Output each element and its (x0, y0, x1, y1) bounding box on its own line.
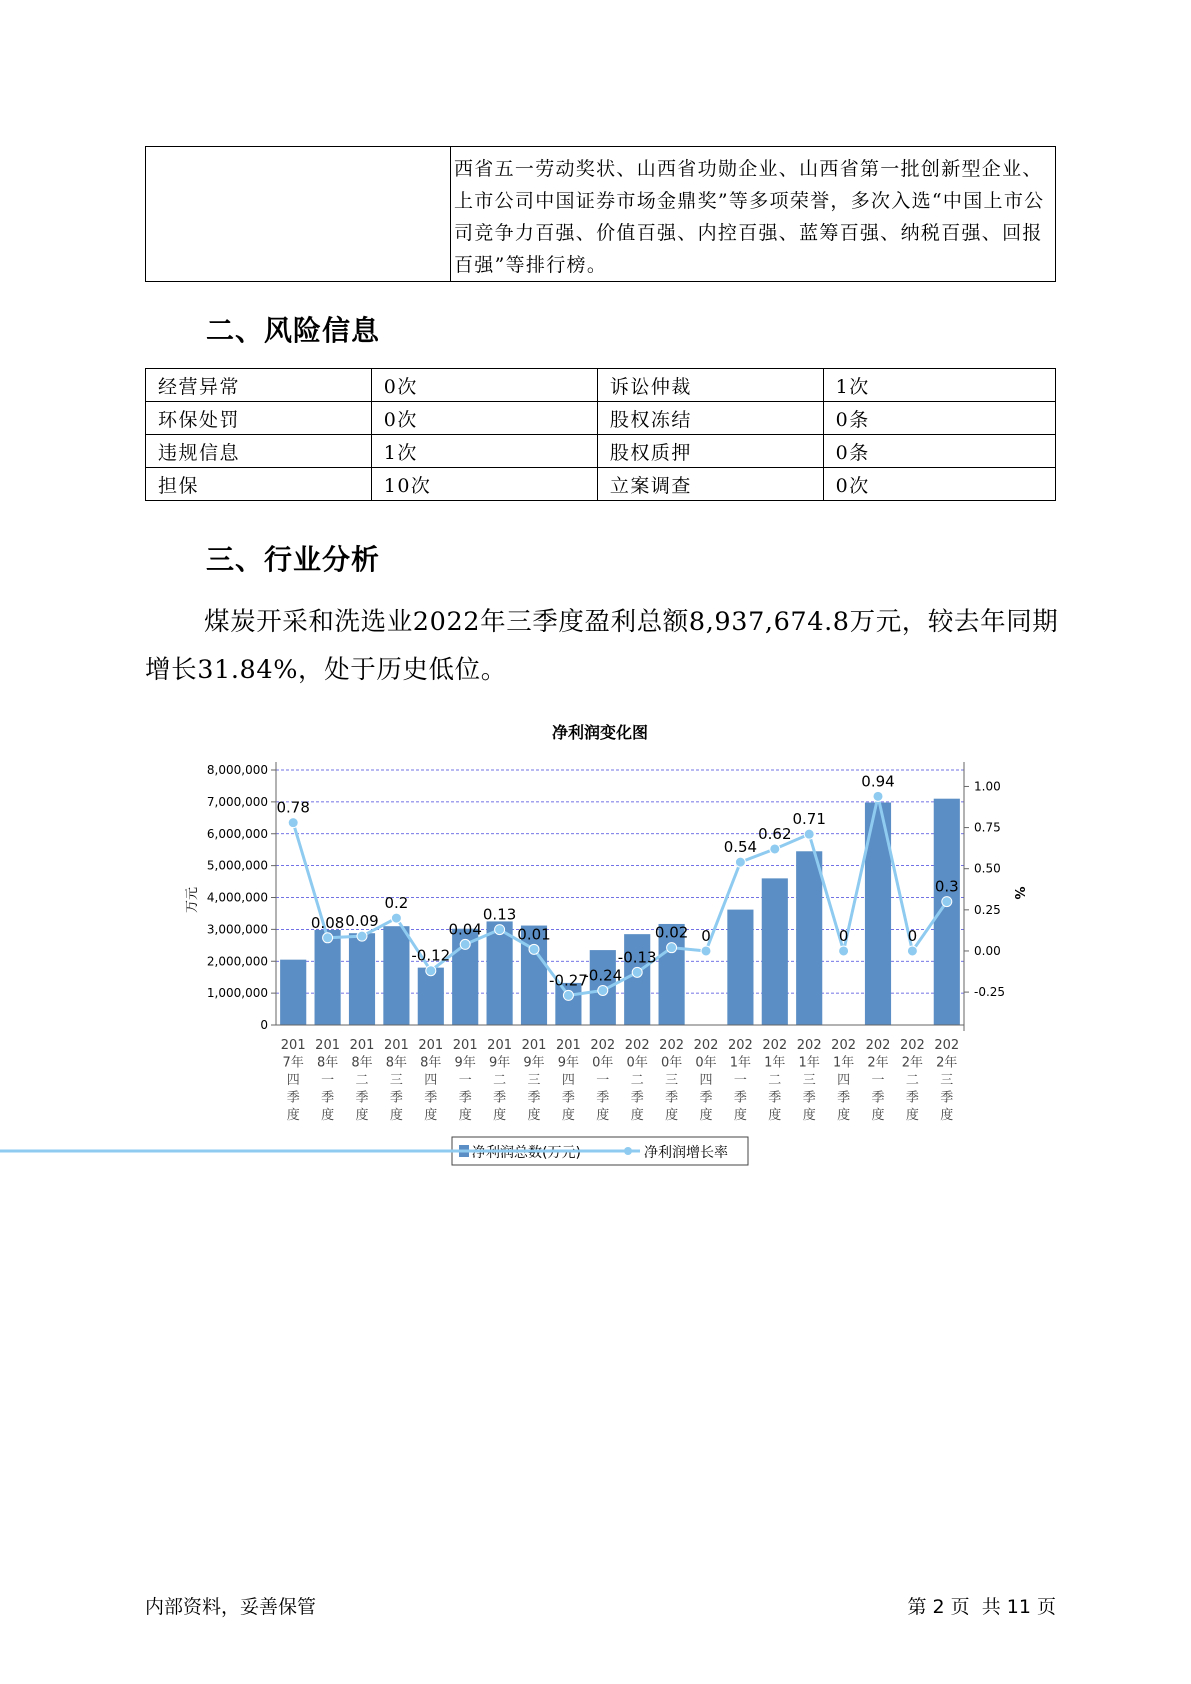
growth-point-19 (942, 897, 952, 907)
bar-0 (280, 960, 306, 1025)
growth-data-label: 0.54 (723, 838, 758, 857)
x-tick-label: 季 (802, 1090, 816, 1106)
risk-label: 股权冻结 (597, 402, 823, 435)
x-tick-label: 季 (561, 1090, 575, 1106)
y2-axis-label: % (1011, 886, 1026, 900)
growth-data-label: 0.71 (792, 810, 826, 829)
x-tick-label: 202 (831, 1038, 857, 1053)
risk-label: 诉讼仲裁 (597, 369, 823, 402)
risk-label: 担保 (146, 468, 372, 501)
x-tick-label: 二 (905, 1073, 919, 1088)
x-tick-label: 季 (905, 1090, 919, 1106)
legend-line-label: 净利润增长率 (644, 1145, 728, 1161)
growth-point-0 (288, 818, 298, 828)
x-tick-label: 三 (665, 1073, 679, 1088)
x-tick-label: 度 (905, 1108, 919, 1123)
x-tick-label: 季 (665, 1090, 679, 1106)
x-tick-label: 二 (355, 1073, 369, 1088)
chart-line (276, 772, 958, 1000)
risk-label: 违规信息 (146, 435, 372, 468)
legend-bar-label: 净利润总数(万元) (472, 1145, 581, 1161)
growth-data-label: 0 (701, 926, 711, 945)
x-tick-label: 201 (315, 1038, 341, 1053)
x-tick-label: 1年 (832, 1055, 855, 1071)
growth-point-17 (873, 791, 883, 801)
x-tick-label: 201 (555, 1038, 581, 1053)
x-tick-label: 202 (934, 1038, 960, 1053)
growth-point-11 (667, 943, 677, 953)
growth-data-label: 0.09 (345, 912, 379, 931)
x-tick-label: 202 (762, 1038, 788, 1053)
growth-data-label: 0.3 (934, 877, 959, 896)
x-tick-label: 季 (527, 1090, 541, 1106)
x-tick-label: 202 (693, 1038, 719, 1053)
y2-tick-label: -0.25 (974, 985, 1006, 1000)
x-tick-label: 三 (802, 1073, 816, 1088)
x-tick-label: 一 (596, 1073, 610, 1088)
x-tick-label: 度 (355, 1108, 369, 1123)
chart-bars (280, 799, 960, 1025)
x-tick-label: 度 (389, 1108, 403, 1123)
growth-data-label: 0 (838, 926, 849, 945)
x-tick-label: 度 (768, 1108, 782, 1123)
x-tick-label: 四 (286, 1073, 300, 1088)
x-tick-label: 202 (796, 1038, 822, 1053)
growth-data-label: 0.01 (517, 925, 551, 944)
risk-value: 1次 (823, 369, 1055, 402)
growth-point-13 (735, 857, 745, 867)
x-tick-label: 201 (383, 1038, 409, 1053)
x-tick-label: 8年 (420, 1055, 442, 1071)
x-tick-label: 202 (727, 1038, 753, 1053)
honors-table-text: 西省五一劳动奖状、山西省功勋企业、山西省第一批创新型企业、上市公司中国证券市场金鼎奖”等多项荣誉，多次入选“中国上市公司竞争力百强、价值百强、内控百强、蓝筹百强、纳税百强、回报百强”等排行榜。 (451, 147, 1056, 282)
x-tick-label: 度 (321, 1108, 335, 1123)
y-tick-label: 8,000,000 (206, 763, 268, 777)
x-tick-label: 度 (802, 1108, 816, 1123)
risk-label: 立案调查 (597, 468, 823, 501)
growth-data-label: -0.27 (548, 971, 588, 990)
x-tick-label: 季 (699, 1090, 713, 1106)
growth-point-14 (770, 844, 780, 854)
bar-14 (762, 878, 788, 1025)
x-tick-label: 季 (286, 1090, 300, 1106)
y2-tick-label: 0.75 (974, 820, 1001, 835)
risk-value: 0次 (371, 402, 597, 435)
growth-data-label: 0.08 (310, 913, 345, 932)
x-tick-label: 度 (665, 1108, 679, 1123)
risk-value: 0条 (823, 402, 1055, 435)
x-tick-label: 201 (349, 1038, 375, 1053)
growth-point-18 (907, 946, 917, 956)
risk-value: 0条 (823, 435, 1055, 468)
risk-value: 0次 (371, 369, 597, 402)
x-tick-label: 202 (624, 1038, 650, 1053)
x-tick-label: 三 (940, 1073, 954, 1088)
growth-data-label: 0.02 (654, 923, 689, 942)
bar-15 (796, 851, 822, 1025)
x-tick-label: 季 (355, 1090, 369, 1106)
growth-data-label: 0.2 (384, 894, 409, 913)
x-tick-label: 度 (424, 1108, 438, 1123)
x-tick-label: 1年 (764, 1055, 786, 1071)
x-tick-label: 二 (493, 1073, 507, 1088)
y-tick-label: 7,000,000 (206, 794, 268, 809)
x-tick-label: 度 (561, 1108, 575, 1123)
x-tick-label: 8年 (385, 1055, 408, 1071)
x-tick-label: 202 (590, 1038, 616, 1053)
footer-confidential: 内部资料，妥善保管 (145, 1596, 317, 1618)
risk-label: 股权质押 (597, 435, 823, 468)
y2-tick-label: 1.00 (974, 779, 1001, 794)
y-tick-label: 1,000,000 (206, 986, 268, 1001)
x-tick-label: 四 (561, 1073, 575, 1088)
x-tick-label: 201 (418, 1038, 444, 1053)
growth-data-label: 0.62 (758, 824, 792, 843)
x-tick-label: 三 (389, 1073, 403, 1088)
x-tick-label: 季 (389, 1090, 403, 1106)
x-tick-label: 季 (871, 1090, 885, 1106)
growth-point-7 (529, 944, 539, 954)
y2-tick-label: 0.50 (974, 861, 1001, 876)
x-tick-label: 202 (899, 1038, 925, 1053)
x-tick-label: 度 (871, 1108, 885, 1123)
risk-value: 10次 (371, 468, 597, 501)
growth-point-3 (391, 913, 401, 923)
x-tick-label: 度 (940, 1108, 954, 1123)
x-tick-label: 201 (521, 1038, 547, 1053)
growth-point-6 (495, 925, 505, 935)
x-tick-label: 季 (837, 1090, 851, 1106)
y2-tick-label: 0.25 (974, 902, 1001, 917)
growth-point-16 (839, 946, 849, 956)
x-tick-label: 一 (871, 1073, 885, 1088)
growth-point-1 (323, 933, 333, 943)
x-tick-label: 度 (699, 1108, 713, 1123)
bar-1 (315, 930, 341, 1025)
x-tick-label: 四 (699, 1073, 713, 1088)
risk-value: 0次 (823, 468, 1055, 501)
x-tick-label: 2年 (936, 1055, 958, 1071)
bar-19 (934, 799, 960, 1025)
industry-paragraph: 煤炭开采和洗选业2022年三季度盈利总额8,937,674.8万元，较去年同期增长31.84%，处于历史低位。 (145, 607, 1059, 685)
growth-point-12 (701, 946, 711, 956)
growth-point-4 (426, 966, 436, 976)
x-tick-label: 季 (458, 1090, 472, 1106)
x-tick-label: 1年 (798, 1055, 820, 1071)
chart-legend (0, 1137, 748, 1165)
x-tick-label: 度 (286, 1108, 300, 1123)
x-tick-label: 2年 (867, 1055, 889, 1071)
x-tick-label: 201 (487, 1038, 513, 1053)
x-tick-label: 9年 (523, 1055, 545, 1071)
y-tick-label: 3,000,000 (206, 922, 268, 937)
x-tick-label: 季 (940, 1090, 954, 1106)
growth-data-label: -0.24 (583, 966, 623, 985)
x-tick-label: 2年 (901, 1055, 924, 1071)
risk-label: 环保处罚 (146, 402, 372, 435)
growth-point-10 (632, 967, 642, 977)
growth-data-label: -0.12 (411, 946, 451, 965)
x-tick-label: 7年 (282, 1055, 304, 1071)
x-tick-label: 一 (321, 1073, 335, 1088)
x-tick-label: 度 (837, 1108, 851, 1123)
growth-point-9 (598, 985, 608, 995)
x-tick-label: 201 (280, 1038, 306, 1053)
x-tick-label: 度 (630, 1108, 644, 1123)
risk-label: 经营异常 (146, 369, 372, 402)
x-tick-label: 季 (321, 1090, 335, 1106)
bar-4 (418, 968, 444, 1025)
y-axis-label: 万元 (185, 886, 200, 914)
growth-data-label: 0.13 (482, 905, 517, 924)
bar-13 (727, 910, 753, 1025)
x-tick-label: 季 (768, 1090, 782, 1106)
x-tick-label: 四 (837, 1073, 851, 1088)
y-tick-label: 6,000,000 (206, 826, 268, 841)
section-title-risk: 二、风险信息 (206, 314, 381, 347)
bar-3 (383, 926, 409, 1025)
x-tick-label: 1年 (729, 1055, 752, 1071)
growth-data-label: -0.13 (617, 948, 657, 967)
x-tick-label: 度 (527, 1108, 541, 1123)
x-tick-label: 202 (659, 1038, 685, 1053)
x-tick-label: 0年 (660, 1055, 683, 1071)
x-tick-label: 二 (630, 1073, 644, 1088)
x-tick-label: 8年 (316, 1055, 339, 1071)
bar-6 (487, 921, 513, 1025)
y-tick-label: 5,000,000 (206, 858, 268, 873)
section-title-industry: 三、行业分析 (206, 543, 381, 576)
footer-page-number: 第 2 页 共 11 页 (907, 1596, 1056, 1618)
x-tick-label: 度 (596, 1108, 610, 1123)
x-tick-label: 9年 (454, 1055, 476, 1071)
x-tick-label: 季 (493, 1090, 507, 1106)
x-tick-label: 度 (458, 1108, 472, 1123)
y2-tick-label: 0.00 (974, 943, 1001, 958)
x-tick-label: 三 (527, 1073, 541, 1088)
x-tick-label: 四 (424, 1073, 438, 1088)
x-tick-label: 季 (733, 1090, 747, 1106)
x-tick-label: 季 (596, 1090, 610, 1106)
y-tick-label: 4,000,000 (206, 890, 268, 905)
x-tick-label: 季 (630, 1090, 644, 1106)
risk-value: 1次 (371, 435, 597, 468)
growth-point-15 (804, 829, 814, 839)
x-tick-label: 一 (733, 1073, 747, 1088)
x-tick-label: 0年 (695, 1055, 717, 1071)
x-tick-label: 201 (452, 1038, 478, 1053)
growth-data-label: 0.04 (448, 920, 482, 939)
chart-title: 净利润变化图 (551, 723, 649, 742)
y-tick-label: 2,000,000 (206, 954, 268, 969)
growth-data-label: 0 (907, 926, 918, 945)
x-tick-label: 度 (733, 1108, 747, 1123)
legend-line-marker (624, 1147, 632, 1155)
x-tick-label: 8年 (351, 1055, 373, 1071)
growth-point-5 (460, 939, 470, 949)
growth-point-2 (357, 931, 367, 941)
y-tick-label: 0 (260, 1018, 268, 1032)
x-tick-label: 9年 (488, 1055, 511, 1071)
x-tick-label: 二 (768, 1073, 782, 1088)
x-tick-label: 0年 (592, 1055, 614, 1071)
growth-data-label: 0.94 (861, 772, 895, 791)
x-tick-label: 0年 (626, 1055, 648, 1071)
growth-data-label: 0.78 (276, 798, 310, 817)
x-tick-label: 度 (493, 1108, 507, 1123)
x-tick-label: 9年 (557, 1055, 580, 1071)
x-tick-label: 一 (458, 1073, 472, 1088)
bar-2 (349, 933, 375, 1025)
x-tick-label: 季 (424, 1090, 438, 1106)
growth-point-8 (563, 990, 573, 1000)
x-tick-label: 202 (865, 1038, 891, 1053)
